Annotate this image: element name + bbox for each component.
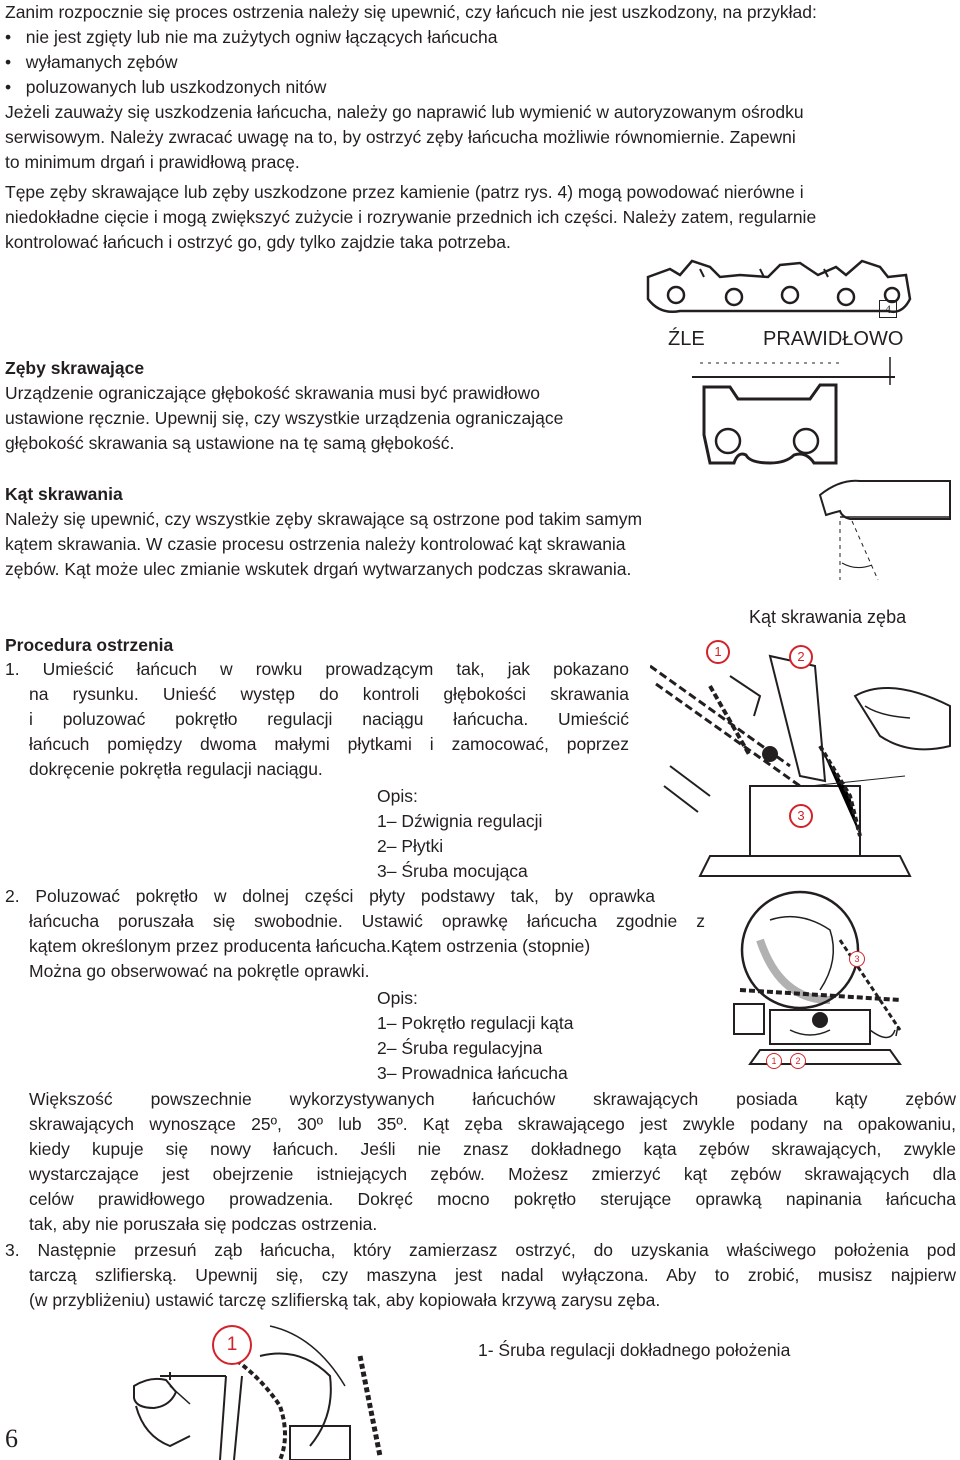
- paragraph-line: serwisowym. Należy zwracać uwagę na to, by ostrzyć zęby łańcucha możliwie równomiernie. Zapewni: [5, 127, 796, 147]
- paragraph-line: Tępe zęby skrawające lub zęby uszkodzone przez kamienie (patrz rys. 4) mogą powodować nierówne i: [5, 182, 804, 202]
- paragraph-line: (w przybliżeniu) ustawić tarczę szlifierską tak, aby kopiowała krzywą zarysu zęba.: [29, 1290, 661, 1310]
- legend-item: 1– Pokrętło regulacji kąta: [377, 1013, 574, 1033]
- callout-3: 3: [789, 804, 813, 828]
- paragraph-line: tarczą szlifierską. Upewnij się, czy maszyna jest nadal wyłączona. Aby to zrobić, musisz najpierw: [29, 1265, 956, 1285]
- paragraph-line: głębokość skrawania są ustawione na tę samą głębokość.: [5, 433, 455, 453]
- bullet-item: [5, 50, 177, 74]
- label-wrong: ŹLE: [668, 328, 705, 350]
- bullet-text: nie jest zgięty lub nie ma zużytych ogniw łączących łańcucha: [25, 27, 498, 47]
- paragraph-line: łańcuch pomiędzy dwoma małymi płytkami i zamocować, poprzez: [29, 734, 629, 754]
- paragraph-line: zębów. Kąt może ulec zmianie wskutek drgań wytwarzanych podczas skrawania.: [5, 559, 632, 579]
- figure-cutting-angle: [780, 475, 960, 585]
- paragraph-line: Należy się upewnić, czy wszystkie zęby skrawające są ostrzone pod takim samym: [5, 509, 643, 529]
- section-heading-angle: Kąt skrawania: [5, 484, 123, 504]
- section-heading-procedure: Procedura ostrzenia: [5, 635, 174, 655]
- paragraph-line: 3. Następnie przesuń ząb łańcucha, który zamierzasz ostrzyć, do uzyskania właściwego położenia pod: [5, 1240, 956, 1260]
- paragraph-line: Można go obserwować na pokrętle oprawki.: [29, 961, 370, 981]
- paragraph-line: skrawających wynoszące 25º, 30º lub 35º. Kąt zęba skrawającego jest zwykle podany na opakowaniu,: [29, 1114, 956, 1134]
- paragraph-line: Jeżeli zauważy się uszkodzenia łańcucha, należy go naprawić lub wymienić w autoryzowanym ośrodku: [5, 102, 804, 122]
- callout-2: 2: [789, 645, 813, 669]
- paragraph-line: łańcucha poruszała się swobodnie. Ustawić oprawkę łańcucha zgodnie z: [29, 911, 705, 931]
- callout-1: 1: [212, 1325, 252, 1365]
- paragraph-line: 1. Umieścić łańcuch w rowku prowadzącym tak, jak pokazano: [5, 659, 629, 679]
- paragraph-line: niedokładne cięcie i mogą zwiększyć zużycie i rozrywanie przednich ich części. Należy zatem, regularnie: [5, 207, 817, 227]
- fine-adjust-drawing: [130, 1316, 390, 1460]
- paragraph-line: Większość powszechnie wykorzystywanych łańcuchów skrawających posiada kąty zębów: [29, 1089, 956, 1109]
- section-heading-teeth: Zęby skrawające: [5, 358, 145, 378]
- figure-chain-mounting: [650, 636, 955, 886]
- figure-caption-angle: Kąt skrawania zęba: [749, 607, 907, 627]
- legend-item: 2– Śruba regulacyjna: [377, 1038, 543, 1058]
- paragraph-line: dokręcenie pokrętła regulacji naciągu.: [29, 759, 323, 779]
- legend-item: 3– Prowadnica łańcucha: [377, 1063, 568, 1083]
- legend-title: Opis:: [377, 988, 418, 1008]
- figure-number-box: 4: [879, 300, 897, 318]
- legend-item: 3– Śruba mocująca: [377, 861, 528, 881]
- callout-1: 1: [766, 1053, 782, 1069]
- paragraph-line: wystarczające jest obejrzenie istniejących zębów. Możesz zmierzyć kąt zębów skrawających dla: [29, 1164, 956, 1184]
- paragraph-line: i poluzować pokrętło regulacji naciągu łańcucha. Umieścić: [29, 709, 629, 729]
- paragraph-line: kiedy kupuje się nowy łańcuch. Jeśli nie znasz dokładnego kąta zębów skrawających, zwykle: [29, 1139, 956, 1159]
- callout-3: 3: [849, 951, 865, 967]
- sharpener-angle-drawing: [720, 880, 920, 1070]
- intro-line: Zanim rozpocznie się proces ostrzenia należy się upewnić, czy łańcuch nie jest uszkodzony, na przykład:: [5, 2, 817, 22]
- legend-item: 1– Dźwignia regulacji: [377, 811, 543, 831]
- callout-2: 2: [790, 1053, 806, 1069]
- figure-sharpener-angle: [720, 880, 920, 1070]
- figure-caption-fine-adjust: 1- Śruba regulacji dokładnego położenia: [478, 1340, 791, 1360]
- paragraph-line: 2. Poluzować pokrętło w dolnej części płyty podstawy tak, by oprawka: [5, 886, 655, 906]
- legend-item: 2– Płytki: [377, 836, 444, 856]
- paragraph-line: ustawione ręcznie. Upewnij się, czy wszystkie urządzenia ograniczające: [5, 408, 564, 428]
- bullet-char: •: [5, 27, 12, 47]
- figure-fine-adjust: [130, 1316, 390, 1460]
- chain-drawing: [640, 255, 920, 325]
- bullet-text: poluzowanych lub uszkodzonych nitów: [25, 77, 327, 97]
- chain-mounting-drawing: [650, 636, 955, 886]
- bullet-char: •: [5, 77, 12, 97]
- cutting-angle-drawing: [780, 475, 960, 585]
- paragraph-line: kątem określonym przez producenta łańcucha.Kątem ostrzenia (stopnie): [29, 936, 591, 956]
- bullet-item: [5, 75, 326, 99]
- legend-title: Opis:: [377, 786, 418, 806]
- paragraph-line: kontrolować łańcuch i ostrzyć go, gdy tylko zajdzie taka potrzeba.: [5, 232, 511, 252]
- paragraph-line: Urządzenie ograniczające głębokość skrawania musi być prawidłowo: [5, 383, 540, 403]
- callout-1: 1: [706, 640, 730, 664]
- paragraph-line: na rysunku. Unieść występ do kontroli głębokości skrawania: [29, 684, 629, 704]
- paragraph-line: to minimum drgań i prawidłową pracę.: [5, 152, 300, 172]
- depth-gauge-drawing: [690, 355, 905, 475]
- figure-chain-teeth: [640, 255, 920, 325]
- label-right: PRAWIDŁOWO: [763, 328, 904, 350]
- page-number: 6: [5, 1424, 18, 1453]
- bullet-char: •: [5, 52, 12, 72]
- paragraph-line: tak, aby nie poruszała się podczas ostrzenia.: [29, 1214, 378, 1234]
- bullet-item: [5, 25, 498, 49]
- paragraph-line: kątem skrawania. W czasie procesu ostrzenia należy kontrolować kąt skrawania: [5, 534, 626, 554]
- bullet-text: wyłamanych zębów: [25, 52, 178, 72]
- figure-depth-gauge: [690, 355, 905, 475]
- paragraph-line: celów prawidłowego prowadzenia. Dokręć mocno pokrętło sterujące oprawką napinania łańcucha: [29, 1189, 956, 1209]
